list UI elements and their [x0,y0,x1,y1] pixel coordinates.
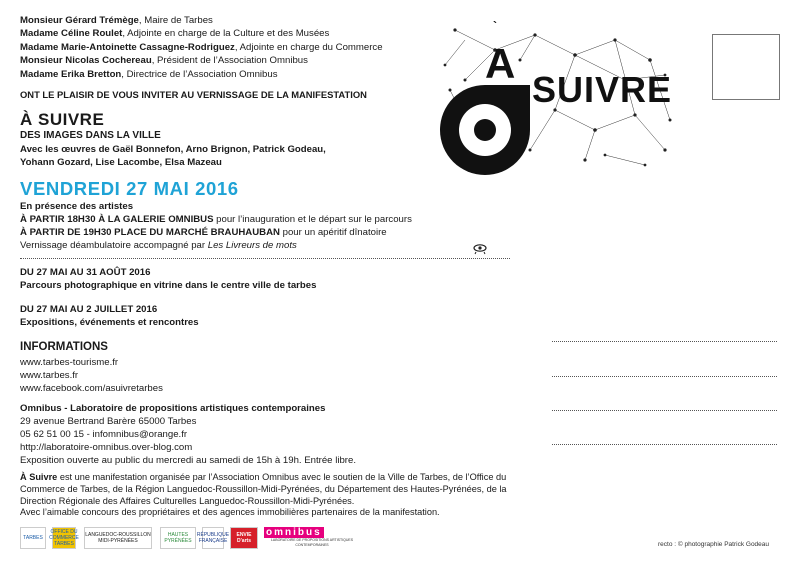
host-name: Madame Erika Bretton [20,68,122,80]
host-line [20,41,383,54]
hosts-list [20,14,383,81]
info-link[interactable]: www.tarbes.fr [20,370,79,381]
host-line [20,54,383,67]
tarbes-logo: TARBES [20,527,46,549]
host-line [20,27,383,40]
hautes-pyrenees-logo: HAUTES PYRÉNÉES [160,527,196,549]
partner-logos [20,527,360,549]
event-title: À SUIVRE [20,110,105,129]
vernissage-text: Vernissage déambulatoire accompagné par [20,240,208,251]
section-dates: DU 27 MAI AU 31 AOÛT 2016 [20,267,151,278]
section-desc: Expositions, événements et rencontres [20,317,199,328]
schedule-line [20,213,412,226]
event-subtitle: DES IMAGES DANS LA VILLE [20,130,161,141]
schedule-desc: pour un apéritif dînatoire [279,227,387,238]
event-details [20,200,412,252]
logo-suivre: SUIVRE [532,69,673,110]
host-name: Madame Marie-Antoinette Cassagne-Rodriguez [20,41,235,53]
schedule-desc: pour l’inauguration et le départ sur le parcours [213,214,412,225]
host-line [20,68,383,81]
divider [20,258,510,259]
photo-credit: recto : © photographie Patrick Godeau [658,541,770,548]
host-role: , Président de l’Association Omnibus [151,55,308,67]
informations-heading: INFORMATIONS [20,341,108,353]
stamp-box [712,34,780,100]
a-suivre-logo [435,20,680,175]
office-commerce-logo: OFFICE DU COMMERCE TARBES [49,529,79,547]
host-role: , Adjointe en charge du Commerce [234,41,383,53]
artists-line: Avec les œuvres de Gaël Bonnefon, Arno Brignon, Patrick Godeau, [20,144,326,155]
logo-accent: ` [493,19,497,33]
opening-hours: Exposition ouverte au public du mercredi au samedi de 15h à 19h. Entrée libre. [20,455,356,466]
footer-credits [20,472,520,519]
vernissage-line [20,239,412,252]
omnibus-address: 29 avenue Bertrand Barère 65000 Tarbes [20,416,197,427]
livreurs-de-mots: Les Livreurs de mots [207,240,297,251]
omnibus-contact [20,402,356,467]
artists-list [20,143,326,169]
logo-letter-a: A [485,40,516,87]
invitation-text: ONT LE PLAISIR DE VOUS INVITER AU VERNISSAGE DE LA MANIFESTATION [20,89,367,100]
informations [20,341,163,395]
address-line[interactable] [552,410,777,411]
presence-text: En présence des artistes [20,201,134,212]
info-link[interactable]: www.tarbes-tourisme.fr [20,357,119,368]
schedule-line [20,226,412,239]
omnibus-logo [264,527,360,547]
schedule-time: À PARTIR DE 19H30 PLACE DU MARCHÉ BRAUHAUBAN [20,227,280,238]
host-role: , Directrice de l’Association Omnibus [121,68,278,80]
host-name: Monsieur Nicolas Cochereau [20,55,152,67]
host-role: , Maire de Tarbes [138,15,213,26]
republique-francaise-logo: RÉPUBLIQUE FRANÇAISE [202,527,224,549]
address-line[interactable] [552,341,777,342]
omnibus-blog[interactable]: http://laboratoire-omnibus.over-blog.com [20,442,193,453]
omnibus-logo-text: omnibus [266,526,322,538]
host-line [20,14,383,27]
footer-lead: À Suivre [20,472,58,482]
schedule-time: À PARTIR 18H30 À LA GALERIE OMNIBUS [20,214,214,225]
region-logo: LANGUEDOC-ROUSSILLON MIDI-PYRÉNÉES [84,527,152,549]
section-dates: DU 27 MAI AU 2 JUILLET 2016 [20,304,158,315]
artists-line: Yohann Gozard, Lise Lacombe, Elsa Mazeau [20,157,222,168]
section-window-route [20,266,316,292]
envie-arts-logo: ENVIE D'arts [230,527,258,549]
address-line[interactable] [552,444,777,445]
target-icon [440,85,530,175]
host-role: , Adjointe en charge de la Culture et des Musées [122,28,330,40]
section-desc: Parcours photographique en vitrine dans le centre ville de tarbes [20,280,317,291]
host-name: Monsieur Gérard Trémège [20,15,139,26]
event-date: VENDREDI 27 MAI 2016 [20,178,239,199]
address-line[interactable] [552,376,777,377]
host-name: Madame Céline Roulet [20,28,123,40]
footer-text-2: Avec l’aimable concours des propriétaires et des agences immobilières partenaires de la manifestation. [20,507,440,518]
footer-text: est une manifestation organisée par l’Association Omnibus avec le soutien de la Ville de Tarbes, de l’Office du Commerce de Tarbes, de la Région Languedoc-Roussillon-Midi-Pyrénées, du Département des Hautes-Pyrénées, de la Direction Régionale des Affaires Culturelles Languedoc-Roussillon-Midi-Pyrénées. [20,472,507,506]
info-link[interactable]: www.facebook.com/asuivretarbes [20,383,163,394]
section-exhibitions [20,303,199,329]
omnibus-phone-email: 05 62 51 00 15 - infomnibus@orange.fr [20,429,188,440]
eye-icon [473,244,487,254]
omnibus-logo-caption: LABORATOIRE DE PROPOSITIONS ARTISTIQUES CONTEMPORAINES [270,537,354,547]
omnibus-name: Omnibus - Laboratoire de propositions artistiques contemporaines [20,403,326,414]
